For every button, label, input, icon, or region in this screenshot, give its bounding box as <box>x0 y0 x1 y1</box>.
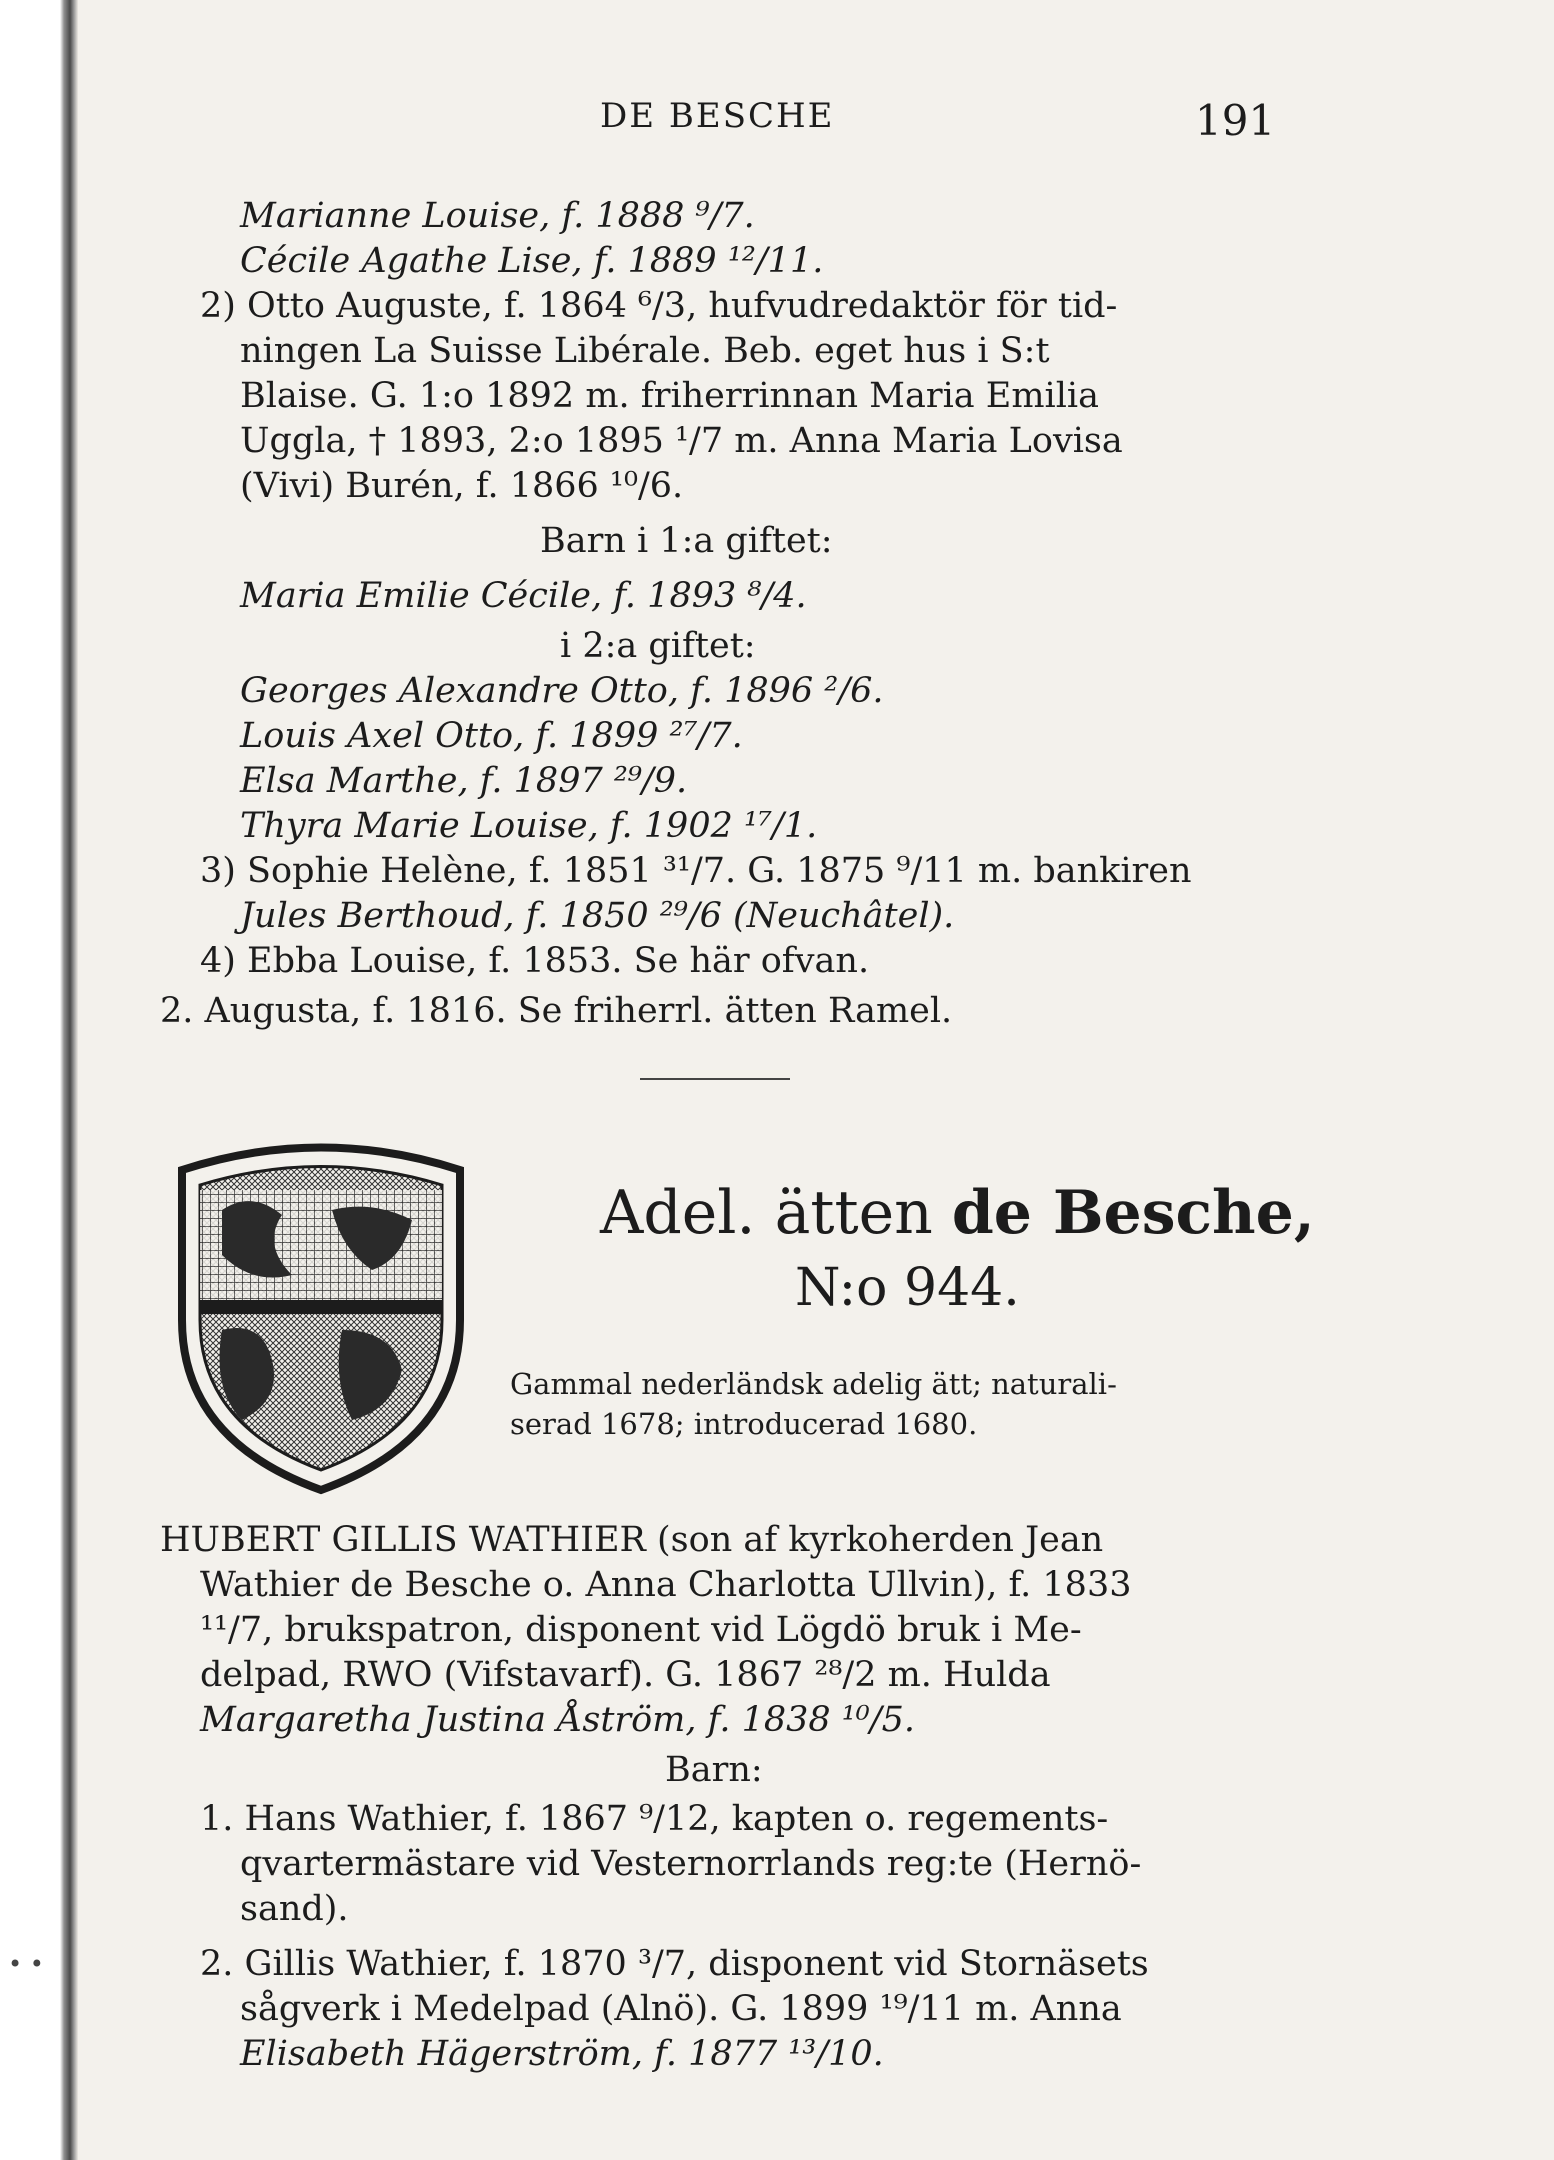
text-line: 2) Otto Auguste, f. 1864 ⁶/3, hufvudredaktör för tid- <box>200 286 1118 326</box>
text-line: Elsa Marthe, f. 1897 ²⁹/9. <box>240 761 688 801</box>
origin-line: Gammal nederländsk adelig ätt; naturali- <box>510 1367 1117 1401</box>
text-line: ningen La Suisse Libérale. Beb. eget hus i S:t <box>240 331 1050 371</box>
text-line: Uggla, † 1893, 2:o 1895 ¹/7 m. Anna Maria Lovisa <box>240 421 1123 461</box>
subheading-children: Barn i 1:a giftet: <box>540 521 833 561</box>
title-name: de Besche, <box>951 1178 1315 1248</box>
text-line: sand). <box>240 1889 349 1929</box>
text-line: Thyra Marie Louise, f. 1902 ¹⁷/1. <box>240 806 818 846</box>
text-line: Blaise. G. 1:o 1892 m. friherrinnan Maria Emilia <box>240 376 1099 416</box>
text-line: Jules Berthoud, f. 1850 ²⁹/6 (Neuchâtel). <box>240 896 955 936</box>
text-line: Marianne Louise, f. 1888 ⁹/7. <box>240 196 755 236</box>
text-line: ¹¹/7, brukspatron, disponent vid Lögdö bruk i Me- <box>200 1610 1082 1650</box>
text-line: Georges Alexandre Otto, f. 1896 ²/6. <box>240 671 884 711</box>
origin-line: serad 1678; introducerad 1680. <box>510 1407 978 1441</box>
text-line: 2. Augusta, f. 1816. Se friherrl. ätten Ramel. <box>160 991 953 1031</box>
text-line: Louis Axel Otto, f. 1899 ²⁷/7. <box>240 716 743 756</box>
text-line: (Vivi) Burén, f. 1866 ¹⁰/6. <box>240 466 684 506</box>
coat-of-arms-icon <box>162 1130 480 1500</box>
text-line: Cécile Agathe Lise, f. 1889 ¹²/11. <box>240 241 824 281</box>
text-line: Maria Emilie Cécile, f. 1893 ⁸/4. <box>240 576 807 616</box>
text-line: HUBERT GILLIS WATHIER (son af kyrkoherden Jean <box>160 1520 1104 1560</box>
text-line: sågverk i Medelpad (Alnö). G. 1899 ¹⁹/11 m. Anna <box>240 1989 1122 2029</box>
page-spine <box>0 0 78 2160</box>
text-line: 1. Hans Wathier, f. 1867 ⁹/12, kapten o. regements- <box>200 1799 1109 1839</box>
running-title: DE BESCHE <box>600 96 835 136</box>
text-line: delpad, RWO (Vifstavarf). G. 1867 ²⁸/2 m. Hulda <box>200 1655 1051 1695</box>
text-line: 2. Gillis Wathier, f. 1870 ³/7, disponent vid Stornäsets <box>200 1944 1149 1984</box>
subheading-second-marriage: i 2:a giftet: <box>560 626 756 666</box>
section-divider <box>640 1078 790 1080</box>
text-line: 3) Sophie Helène, f. 1851 ³¹/7. G. 1875 ⁹/11 m. bankiren <box>200 851 1192 891</box>
text-line: Wathier de Besche o. Anna Charlotta Ullvin), f. 1833 <box>200 1565 1132 1605</box>
text-line: Elisabeth Hägerström, f. 1877 ¹³/10. <box>240 2034 884 2074</box>
text-line: Margaretha Justina Åström, f. 1838 ¹⁰/5. <box>200 1700 916 1740</box>
page-number: 191 <box>1195 96 1276 145</box>
text-line: 4) Ebba Louise, f. 1853. Se här ofvan. <box>200 941 870 981</box>
margin-marks: • • <box>8 1950 44 1978</box>
family-origin <box>510 1364 1117 1444</box>
text-line: qvartermästare vid Vesternorrlands reg:te (Hernö- <box>240 1844 1142 1884</box>
title-prefix: Adel. ätten <box>600 1178 933 1248</box>
page-header <box>0 96 1554 156</box>
subheading-children: Barn: <box>665 1750 763 1790</box>
family-title <box>600 1178 1315 1248</box>
family-number: N:o 944. <box>795 1258 1020 1318</box>
